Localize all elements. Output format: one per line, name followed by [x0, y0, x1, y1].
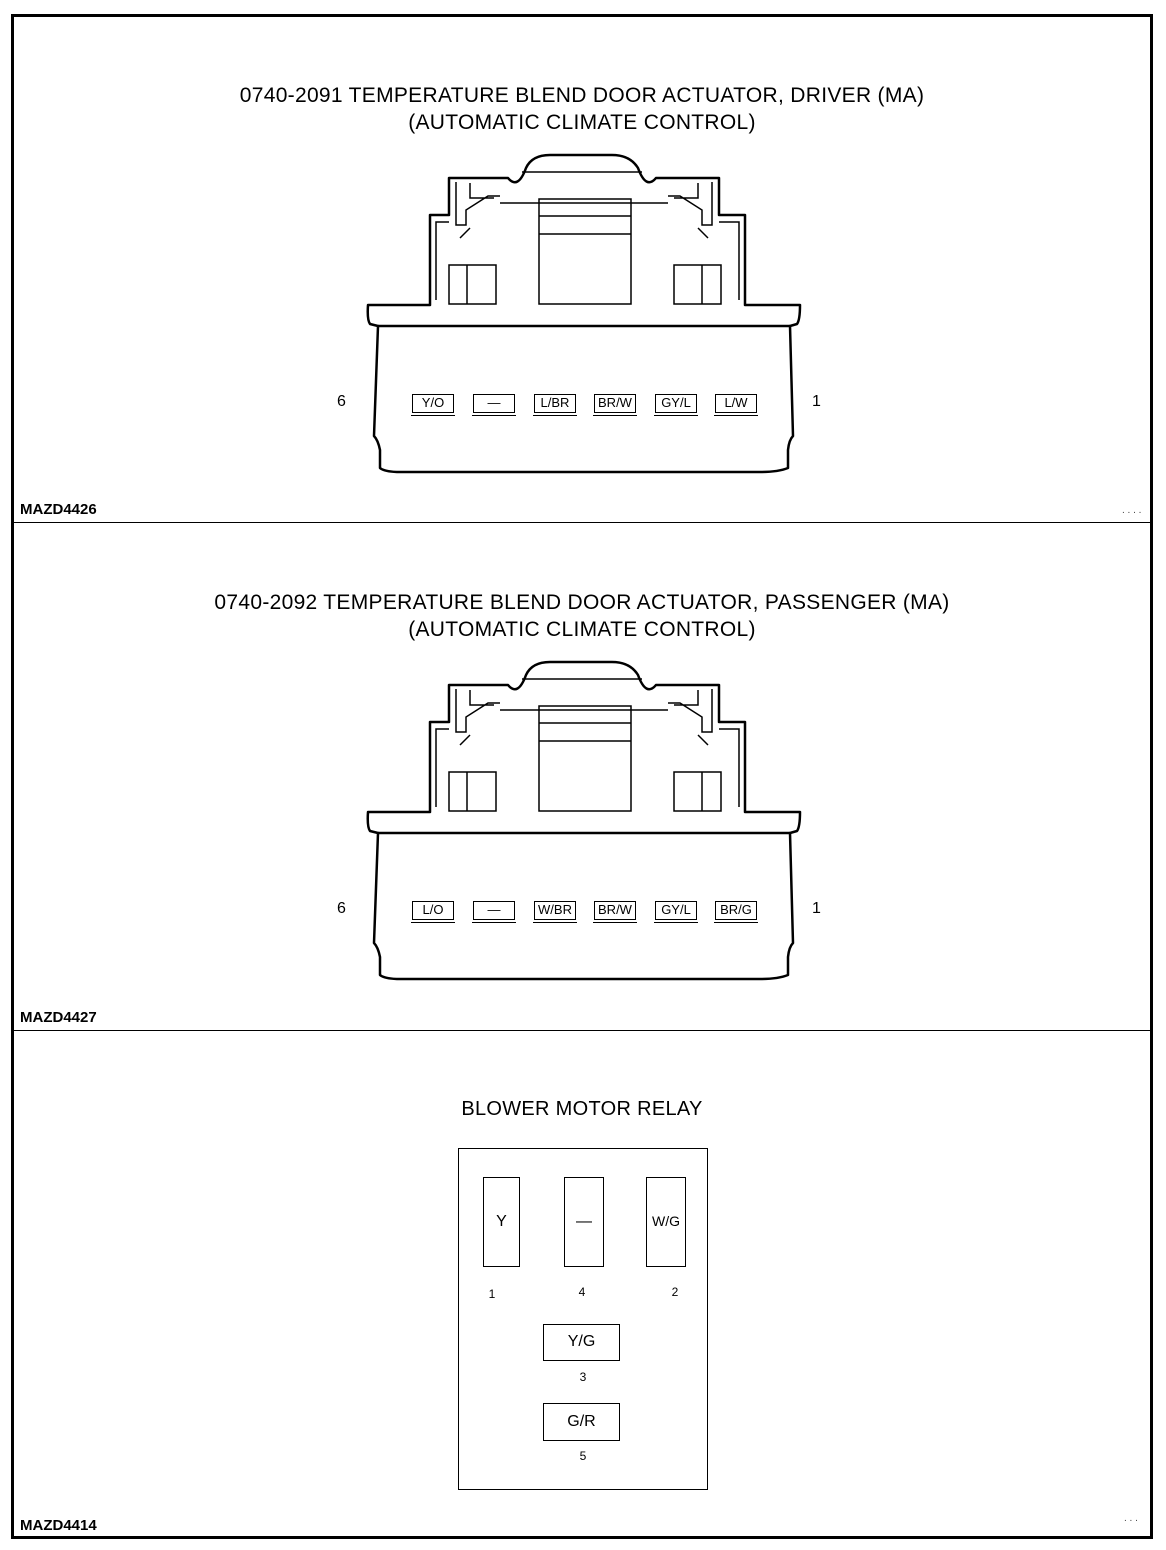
connector-1-wire: L/W: [715, 394, 757, 413]
connector-1-pin-6-label: 6: [337, 393, 346, 410]
connector-2-wire: BR/W: [594, 901, 636, 920]
connector-2-wire: W/BR: [534, 901, 576, 920]
section-1-code: MAZD4426: [20, 501, 97, 518]
relay-pin: W/G: [646, 1177, 686, 1267]
left-window: [449, 265, 496, 304]
connector-2-wire: BR/G: [715, 901, 757, 920]
relay-pin: —: [564, 1177, 604, 1267]
scan-speck: . . . .: [1122, 505, 1142, 516]
scan-speck: . . .: [1124, 1513, 1138, 1524]
right-window: [674, 265, 721, 304]
connector-2-pin-6-label: 6: [337, 900, 346, 917]
relay-pin: Y: [483, 1177, 520, 1267]
latch-block: [539, 706, 631, 811]
relay-pin-number: 3: [579, 1370, 587, 1384]
connector-1-pin-1-label: 1: [812, 393, 821, 410]
section-1-title-line1: 0740-2091 TEMPERATURE BLEND DOOR ACTUATOR, DRIVER (MA): [239, 84, 925, 107]
latch-block: [539, 199, 631, 304]
section-3-code: MAZD4414: [20, 1517, 97, 1534]
connector-1-wire: BR/W: [594, 394, 636, 413]
connector-2-pin-1-label: 1: [812, 900, 821, 917]
section-2-title-line1: 0740-2092 TEMPERATURE BLEND DOOR ACTUATOR, PASSENGER (MA): [214, 591, 950, 614]
connector-2-wire: —: [473, 901, 515, 920]
connector-1-wire: —: [473, 394, 515, 413]
left-ramp: [456, 689, 500, 745]
connector-1-wire: GY/L: [655, 394, 697, 413]
connector-2-wire: GY/L: [655, 901, 697, 920]
relay-pin: Y/G: [543, 1324, 620, 1361]
connector-2-wire: L/O: [412, 901, 454, 920]
relay-pin: G/R: [543, 1403, 620, 1441]
right-window: [674, 772, 721, 811]
relay-pin-number: 5: [579, 1449, 587, 1463]
relay-pin-number: 1: [488, 1287, 496, 1301]
section-divider: [11, 1030, 1153, 1031]
relay-pin-number: 2: [671, 1285, 679, 1299]
connector-1-wire: Y/O: [412, 394, 454, 413]
connector-1-wire: L/BR: [534, 394, 576, 413]
right-ramp: [668, 689, 712, 745]
relay-pin-number: 4: [578, 1285, 586, 1299]
connector-2-drawing: [0, 507, 1166, 1027]
left-window: [449, 772, 496, 811]
section-2-title-line2: (AUTOMATIC CLIMATE CONTROL): [408, 618, 756, 641]
connector-1-drawing: [0, 0, 1166, 520]
section-3-title: BLOWER MOTOR RELAY: [461, 1098, 703, 1120]
section-2-code: MAZD4427: [20, 1009, 97, 1026]
section-1-title-line2: (AUTOMATIC CLIMATE CONTROL): [408, 111, 756, 134]
right-ramp: [668, 182, 712, 238]
left-ramp: [456, 182, 500, 238]
